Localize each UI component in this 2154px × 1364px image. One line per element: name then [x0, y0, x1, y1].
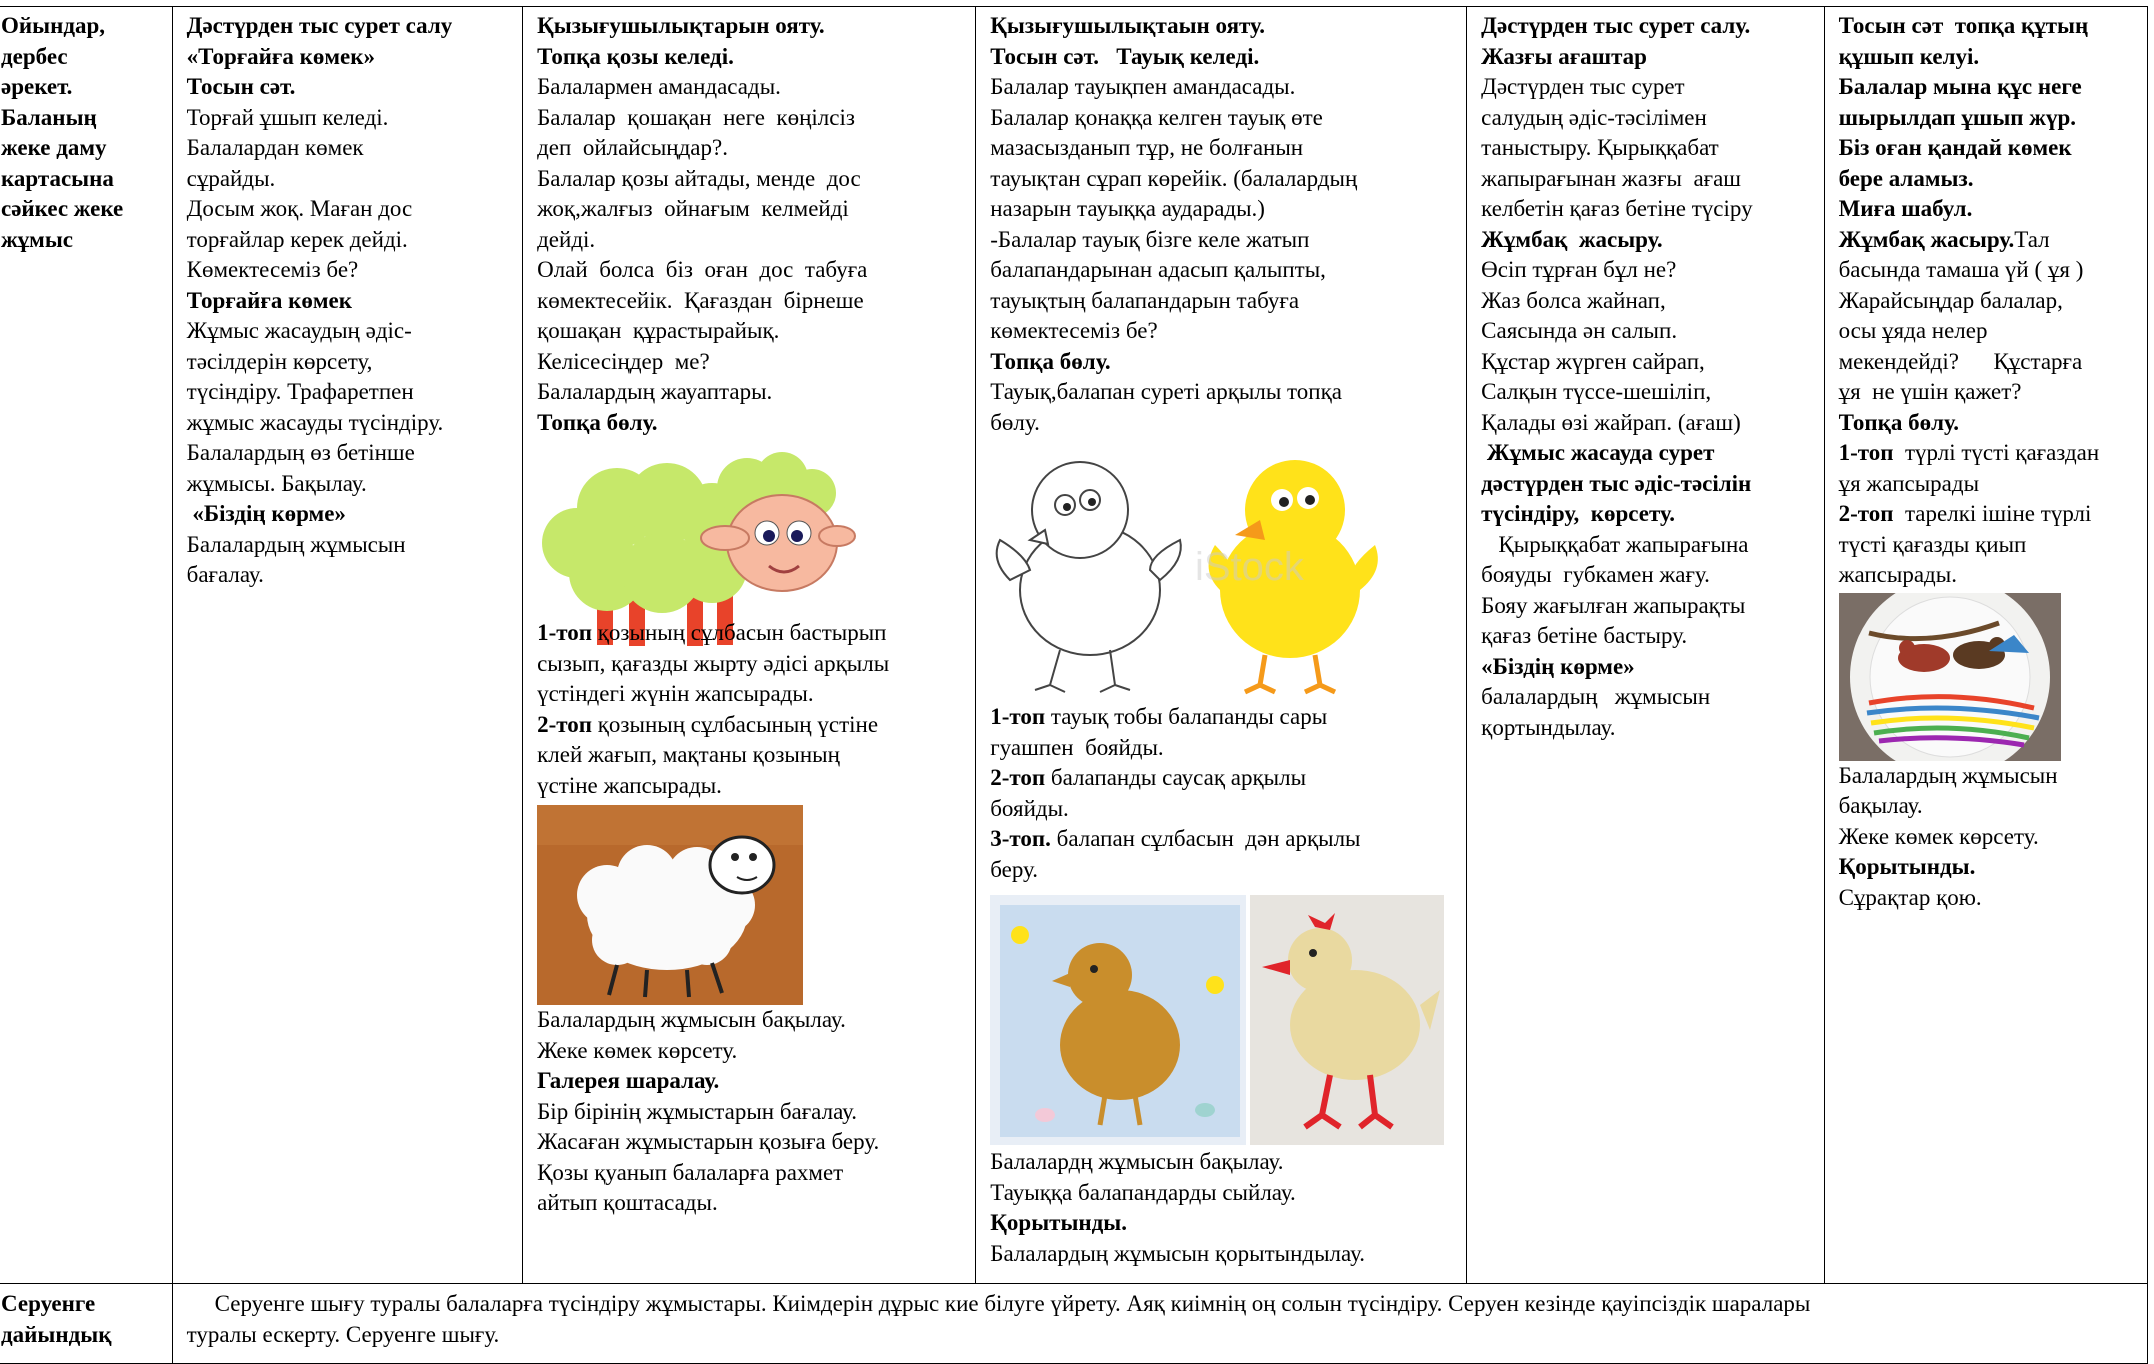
text-line-body: дейді. — [537, 226, 596, 252]
text-line-body: Тосын сәт топқа құтың — [1838, 13, 2089, 38]
lamb-lesson-groups — [537, 618, 961, 801]
text-line-body: Балалардың жауаптары. — [537, 379, 773, 404]
text-line — [1839, 225, 2133, 256]
text-line — [1839, 255, 2133, 286]
text-line — [1481, 469, 1809, 500]
text-line — [1481, 560, 1809, 591]
text-line — [1481, 713, 1809, 744]
text-line-body: түрлі түсті қағаздан — [1893, 440, 2100, 465]
text-line-body: айтып қоштасады. — [537, 1190, 718, 1215]
walk-preparation-label — [1, 1288, 158, 1350]
text-line-body: сызып, қағазды жырту әдісі арқылы — [537, 650, 890, 676]
text-line — [537, 103, 961, 134]
text-line — [1839, 316, 2133, 347]
text-line-body: бере аламыз. — [1838, 165, 1974, 191]
text-line — [1481, 286, 1809, 317]
text-line — [1839, 530, 2133, 561]
text-line-body: қортындылау. — [1481, 714, 1616, 740]
text-line-lead: 2-топ — [537, 711, 592, 737]
text-line — [537, 1158, 961, 1189]
text-line-body: Жазғы ағаштар — [1481, 43, 1647, 69]
text-line — [1481, 591, 1809, 622]
text-line-body: қозының сұлбасының үстіне — [592, 711, 879, 737]
text-line-body: Өсіп тұрған бұл не? — [1481, 257, 1677, 282]
text-line — [187, 347, 508, 378]
text-line — [187, 408, 508, 439]
text-line — [1839, 103, 2133, 134]
text-line — [1839, 286, 2133, 317]
text-line — [1481, 103, 1809, 134]
text-line — [187, 316, 508, 347]
text-line — [1839, 469, 2133, 500]
text-line — [537, 11, 961, 42]
walk-preparation-text-line-2: туралы ескерту. Серуенге шығу. — [186, 1322, 500, 1347]
text-line-body: Тосын сәт. — [186, 74, 296, 99]
text-line — [990, 702, 1452, 733]
text-line-body: Қырыққабат жапырағына — [1481, 531, 1749, 557]
text-line-body: Қозы қуанып балаларға рахмет — [537, 1159, 844, 1185]
text-line — [1839, 11, 2133, 42]
activities-row — [0, 7, 2148, 1284]
text-line: дербес — [1, 43, 68, 69]
text-line — [187, 377, 508, 408]
text-line — [990, 763, 1452, 794]
text-line-body: тауықтың балапандарын табуға — [990, 287, 1300, 313]
text-line — [990, 733, 1452, 764]
text-line-body: Топқа бөлу. — [537, 409, 658, 435]
text-line — [537, 377, 961, 408]
text-line-body: балалардың жұмысын — [1481, 684, 1711, 709]
text-line — [537, 255, 961, 286]
text-line-body: клей жағып, мақтаны қозының — [537, 742, 840, 767]
text-line — [990, 164, 1452, 195]
text-line — [990, 1208, 1452, 1239]
text-line — [1839, 164, 2133, 195]
text-line-body: бояйды. — [990, 795, 1069, 821]
text-line-body: тауықтан сұрап көрейік. (балалардың — [990, 165, 1358, 191]
text-line-body: Біз оған қандай көмек — [1838, 135, 2072, 160]
text-line-body: үстіне жапсырады. — [537, 772, 722, 798]
text-line — [187, 103, 508, 134]
text-line — [187, 469, 508, 500]
bird-nest-lesson-summary — [1839, 761, 2133, 914]
text-line-body: Тосын сәт. Тауық келеді. — [990, 43, 1260, 69]
text-line-body: құшып келуі. — [1838, 43, 1980, 69]
text-line — [990, 255, 1452, 286]
text-line-body: балапан сұлбасын дән арқылы — [1050, 826, 1361, 851]
walk-preparation-text-line-1: Серуенге шығу туралы балаларға түсіндіру жұмыстары. Киімдерін дұрыс кие білуге үйрету. Аяқ киімнің оң солын түсіндіру. Серуен кезінде қауіпсіздік шаралары — [214, 1291, 1811, 1316]
text-line — [537, 316, 961, 347]
chicks-coloring-image — [990, 440, 1452, 700]
text-line-body: Балалардың жұмысын бақылау. — [537, 1007, 846, 1032]
activity-type-label — [1, 11, 158, 255]
text-line — [537, 679, 961, 710]
text-line — [990, 103, 1452, 134]
text-line — [1839, 133, 2133, 164]
text-line — [1839, 883, 2133, 914]
text-line-body: балапандарынан адасып қалыпты, — [990, 257, 1326, 282]
text-line-body: «Торғайға көмек» — [186, 43, 376, 69]
text-line-body: тарелкі ішіне түрлі — [1893, 501, 2092, 526]
text-line — [187, 438, 508, 469]
text-line-body: Бір бірінің жұмыстарын бағалау. — [537, 1098, 858, 1124]
text-line-body: Жеке көмек көрсету. — [537, 1037, 738, 1063]
text-line-body: осы ұяда нелер — [1838, 318, 1988, 343]
text-line-lead: 3-топ. — [990, 826, 1051, 851]
text-line-body: Балалар қонаққа келген тауық өте — [990, 104, 1323, 130]
text-line — [187, 164, 508, 195]
text-line — [990, 286, 1452, 317]
text-line — [1839, 408, 2133, 439]
text-line-body: деп ойлайсыңдар?. — [537, 135, 728, 160]
text-line — [1839, 72, 2133, 103]
text-line-body: Келісесіңдер ме? — [537, 348, 710, 374]
millet-chick-photo — [1250, 895, 1444, 1145]
text-line-body: түсіндіру. Трафаретпен — [186, 379, 414, 404]
text-line — [990, 794, 1452, 825]
lamb-lesson-intro — [537, 11, 961, 438]
text-line-body: тәсілдерін көрсету, — [186, 348, 373, 374]
text-line — [990, 225, 1452, 256]
text-line-body: тауық тобы балапанды сары — [1045, 704, 1328, 729]
text-line — [537, 225, 961, 256]
paper-plate-nest-photo — [1839, 593, 2061, 761]
text-line-body: Галерея шаралау. — [537, 1068, 720, 1093]
text-line — [990, 1147, 1452, 1178]
text-line-body: Миға шабул. — [1838, 196, 1973, 221]
text-line — [187, 530, 508, 561]
text-line-body: Жұмыс жасаудың әдіс- — [186, 318, 412, 343]
text-line-body: Топқа қозы келеді. — [537, 43, 734, 69]
text-line-body: келбетін қағаз бетіне түсіру — [1481, 196, 1753, 221]
text-line — [537, 1127, 961, 1158]
text-line-body: Тауық,балапан суреті арқылы топқа — [990, 379, 1342, 404]
chicken-lesson-cell — [976, 7, 1467, 1284]
text-line — [187, 42, 508, 73]
text-line — [1481, 347, 1809, 378]
text-line — [537, 286, 961, 317]
text-line-body: Бояу жағылған жапырақты — [1481, 592, 1746, 618]
text-line-body: көмектесеміз бе? — [990, 318, 1158, 343]
summer-trees-lesson-cell — [1467, 7, 1824, 1284]
text-line-body: «Біздің көрме» — [186, 501, 346, 526]
text-line-body: Балалар тауықпен амандасады. — [990, 74, 1296, 99]
text-line-body: Дәстүрден тыс сурет салу. — [1481, 13, 1751, 38]
text-line — [1839, 42, 2133, 73]
grain-chick-photo — [990, 895, 1246, 1145]
text-line-body: салудың әдіс-тәсілімен — [1481, 104, 1707, 130]
text-line-body: -Балалар тауық бізге келе жатып — [990, 226, 1310, 252]
text-line — [1839, 194, 2133, 225]
bird-nest-lesson-cell — [1824, 7, 2147, 1284]
text-line — [1839, 822, 2133, 853]
text-line — [990, 824, 1452, 855]
text-line-lead: 2-топ — [1838, 501, 1894, 526]
text-line-body: бояуды губкамен жағу. — [1481, 562, 1710, 587]
text-line-body: Жаз болса жайнап, — [1481, 287, 1666, 313]
text-line — [187, 499, 508, 530]
text-line-body: Топқа бөлу. — [990, 348, 1111, 374]
text-line — [187, 560, 508, 591]
text-line: сәйкес жеке — [1, 196, 124, 221]
text-line-body: Тал — [2014, 226, 2050, 252]
text-line — [990, 347, 1452, 378]
text-line-body: Тауыққа балапандарды сыйлау. — [990, 1179, 1296, 1205]
text-line — [1481, 133, 1809, 164]
text-line — [990, 1239, 1452, 1270]
text-line-body: жұмысы. Бақылау. — [186, 470, 367, 496]
text-line-body: Жеке көмек көрсету. — [1838, 823, 2039, 849]
text-line-body: Балалар қозы айтады, менде дос — [537, 165, 861, 191]
text-line-body: басында тамаша үй ( ұя ) — [1838, 257, 2084, 282]
text-line — [1481, 499, 1809, 530]
text-line-body: қошақан құрастырайық. — [537, 318, 780, 343]
chicken-lesson-intro — [990, 11, 1452, 438]
text-line-body: Қорытынды. — [1838, 854, 1976, 879]
text-line-body: сұрайды. — [186, 165, 276, 191]
text-line-body: торғайлар керек дейді. — [186, 226, 408, 252]
text-line-body: Дәстүрден тыс сурет — [1481, 74, 1685, 99]
text-line-body: шырылдап ұшып жүр. — [1838, 104, 2077, 130]
text-line — [537, 740, 961, 771]
text-line-lead: 2-топ — [990, 765, 1046, 790]
text-line — [537, 133, 961, 164]
text-line — [537, 347, 961, 378]
text-line — [990, 408, 1452, 439]
text-line — [1839, 560, 2133, 591]
text-line-body: таныстыру. Қырыққабат — [1481, 135, 1719, 160]
text-line — [1481, 72, 1809, 103]
chicken-lesson-groups — [990, 702, 1452, 885]
text-line — [537, 710, 961, 741]
text-line-body: Жасаған жұмыстарын қозыға беру. — [537, 1129, 880, 1154]
text-line-body: бағалау. — [186, 562, 264, 587]
text-line-body: Балалармен амандасады. — [537, 74, 781, 99]
text-line — [1481, 11, 1809, 42]
text-line-body: гуашпен бояйды. — [990, 734, 1164, 760]
text-line-body: Балалар мына құс неге — [1838, 74, 2082, 99]
text-line — [1481, 255, 1809, 286]
text-line — [187, 194, 508, 225]
svg-text:iStock: iStock — [1195, 545, 1305, 589]
text-line-body: Балалардан көмек — [186, 135, 364, 160]
text-line — [537, 649, 961, 680]
text-line — [1839, 852, 2133, 883]
text-line — [537, 72, 961, 103]
text-line — [537, 771, 961, 802]
text-line-body: жапырағынан жазғы ағаш — [1481, 165, 1742, 191]
text-line-body: дәстүрден тыс әдіс-тәсілін — [1481, 470, 1752, 496]
text-line-body: Көмектесеміз бе? — [186, 257, 359, 282]
text-line — [990, 42, 1452, 73]
text-line-body: Саясында ән салып. — [1481, 318, 1678, 343]
text-line-body: Досым жоқ. Маған дос — [186, 196, 413, 221]
text-line — [187, 72, 508, 103]
text-line-body: жұмыс жасауды түсіндіру. — [186, 409, 444, 435]
text-line — [537, 618, 961, 649]
activity-type-cell — [0, 7, 172, 1284]
text-line — [537, 194, 961, 225]
text-line — [1481, 530, 1809, 561]
text-line-lead: 1-топ — [537, 620, 592, 645]
text-line-body: бақылау. — [1838, 793, 1923, 818]
text-line — [537, 1005, 961, 1036]
text-line-body: үстіндегі жүнін жапсырады. — [537, 681, 814, 706]
text-line — [537, 1188, 961, 1219]
text-line-body: балапанды саусақ арқылы — [1045, 765, 1307, 790]
text-line-body: Балалар қошақан неге көңілсіз — [537, 104, 855, 130]
text-line — [1839, 499, 2133, 530]
text-line-body: «Біздің көрме» — [1481, 653, 1635, 679]
text-line-lead: Жұмбақ жасыру. — [1838, 226, 2015, 252]
text-line-body: жапсырады. — [1838, 562, 1957, 587]
chicken-lesson-summary — [990, 1147, 1452, 1269]
text-line-body: Торғайға көмек — [186, 287, 353, 313]
text-line — [1839, 347, 2133, 378]
text-line-body: түсіндіру, көрсету. — [1481, 501, 1675, 526]
text-line-body: беру. — [990, 856, 1038, 882]
text-line-body: Балалардң жұмысын бақылау. — [990, 1149, 1284, 1174]
text-line — [1481, 164, 1809, 195]
lesson-plan-table — [0, 6, 2148, 1364]
text-line: картасына — [1, 165, 114, 191]
text-line: дайындық — [1, 1322, 112, 1347]
text-line — [187, 225, 508, 256]
chick-crafts-photos — [990, 895, 1452, 1145]
text-line-body: Балалардың жұмысын — [186, 531, 406, 557]
text-line: жеке даму — [1, 135, 107, 160]
text-line — [1839, 791, 2133, 822]
text-line-body: Салқын түссе-шешіліп, — [1481, 379, 1712, 404]
text-line — [1839, 377, 2133, 408]
text-line: әрекет. — [1, 74, 73, 99]
text-line — [1481, 652, 1809, 683]
text-line — [187, 255, 508, 286]
text-line — [187, 133, 508, 164]
text-line-body: көмектесейік. Қағаздан бірнеше — [537, 287, 864, 313]
text-line — [1481, 42, 1809, 73]
text-line-body: ұя не үшін қажет? — [1838, 379, 2022, 404]
lamb-lesson-cell — [523, 7, 976, 1284]
text-line — [990, 855, 1452, 886]
text-line-body: Балалардың жұмысын қорытындылау. — [990, 1240, 1366, 1266]
text-line-body: Қызығушылықтаын ояту. — [990, 13, 1265, 38]
text-line — [537, 42, 961, 73]
text-line — [1481, 408, 1809, 439]
text-line-body: Жұмбақ жасыру. — [1481, 226, 1663, 252]
text-line — [1481, 682, 1809, 713]
text-line: жұмыс — [1, 226, 74, 252]
sparrow-lesson-text — [187, 11, 508, 591]
text-line-body: мазасызданып тұр, не болғанын — [990, 135, 1304, 160]
text-line-body: Жарайсыңдар балалар, — [1838, 287, 2063, 313]
text-line — [990, 316, 1452, 347]
text-line-body: назарын тауыққа аударады.) — [990, 196, 1265, 221]
text-line — [990, 72, 1452, 103]
text-line-body: Қызығушылықтарын ояту. — [537, 13, 825, 38]
text-line-body: қағаз бетіне бастыру. — [1481, 623, 1688, 648]
text-line — [1839, 761, 2133, 792]
text-line: Ойындар, — [1, 13, 106, 38]
text-line-body: Балалардың жұмысын — [1838, 762, 2058, 788]
text-line — [537, 1097, 961, 1128]
text-line — [1481, 438, 1809, 469]
text-line-body: жоқ,жалғыз ойнағым келмейді — [537, 196, 849, 221]
text-line: Баланың — [1, 104, 97, 130]
text-line — [537, 1066, 961, 1097]
text-line — [1481, 377, 1809, 408]
text-line — [990, 377, 1452, 408]
text-line — [1839, 438, 2133, 469]
text-line-body: Балалардың өз бетінше — [186, 440, 415, 465]
text-line-body: ұя жапсырады — [1838, 470, 1980, 496]
text-line-body: Торғай ұшып келеді. — [186, 104, 389, 130]
text-line — [990, 133, 1452, 164]
sparrow-lesson-cell — [172, 7, 522, 1284]
text-line — [537, 408, 961, 439]
text-line: Серуенге — [1, 1291, 96, 1316]
text-line-body: қозының сұлбасын бастырып — [592, 620, 887, 645]
text-line — [990, 194, 1452, 225]
text-line-body: Құстар жүрген сайрап, — [1481, 348, 1705, 374]
text-line — [537, 164, 961, 195]
text-line-body: түсті қағазды қиып — [1838, 531, 2027, 557]
text-line-body: Қорытынды. — [990, 1210, 1128, 1235]
text-line-body: Сұрақтар қою. — [1838, 884, 1982, 910]
text-line-body: Жұмыс жасауда сурет — [1481, 440, 1715, 465]
text-line — [1481, 194, 1809, 225]
lamb-lesson-summary — [537, 1005, 961, 1219]
text-line-lead: 1-топ — [1838, 440, 1894, 465]
text-line — [990, 1178, 1452, 1209]
text-line-body: мекендейді? Құстарға — [1838, 348, 2083, 374]
text-line-body: Олай болса біз оған дос табуға — [537, 257, 868, 282]
text-line — [1481, 225, 1809, 256]
text-line-lead: 1-топ — [990, 704, 1046, 729]
bird-nest-lesson-intro — [1839, 11, 2133, 591]
text-line — [537, 1036, 961, 1067]
text-line — [990, 11, 1452, 42]
text-line-body: бөлу. — [990, 409, 1040, 435]
text-line-body: Қалады өзі жайрап. (ағаш) — [1481, 409, 1741, 435]
text-line-body: Дәстүрден тыс сурет салу — [186, 13, 453, 38]
cotton-lamb-photo — [537, 805, 803, 1005]
text-line — [1481, 621, 1809, 652]
text-line — [187, 286, 508, 317]
text-line — [187, 11, 508, 42]
summer-trees-lesson-text — [1481, 11, 1809, 743]
text-line-body: Топқа бөлу. — [1838, 409, 1959, 435]
text-line — [1481, 316, 1809, 347]
